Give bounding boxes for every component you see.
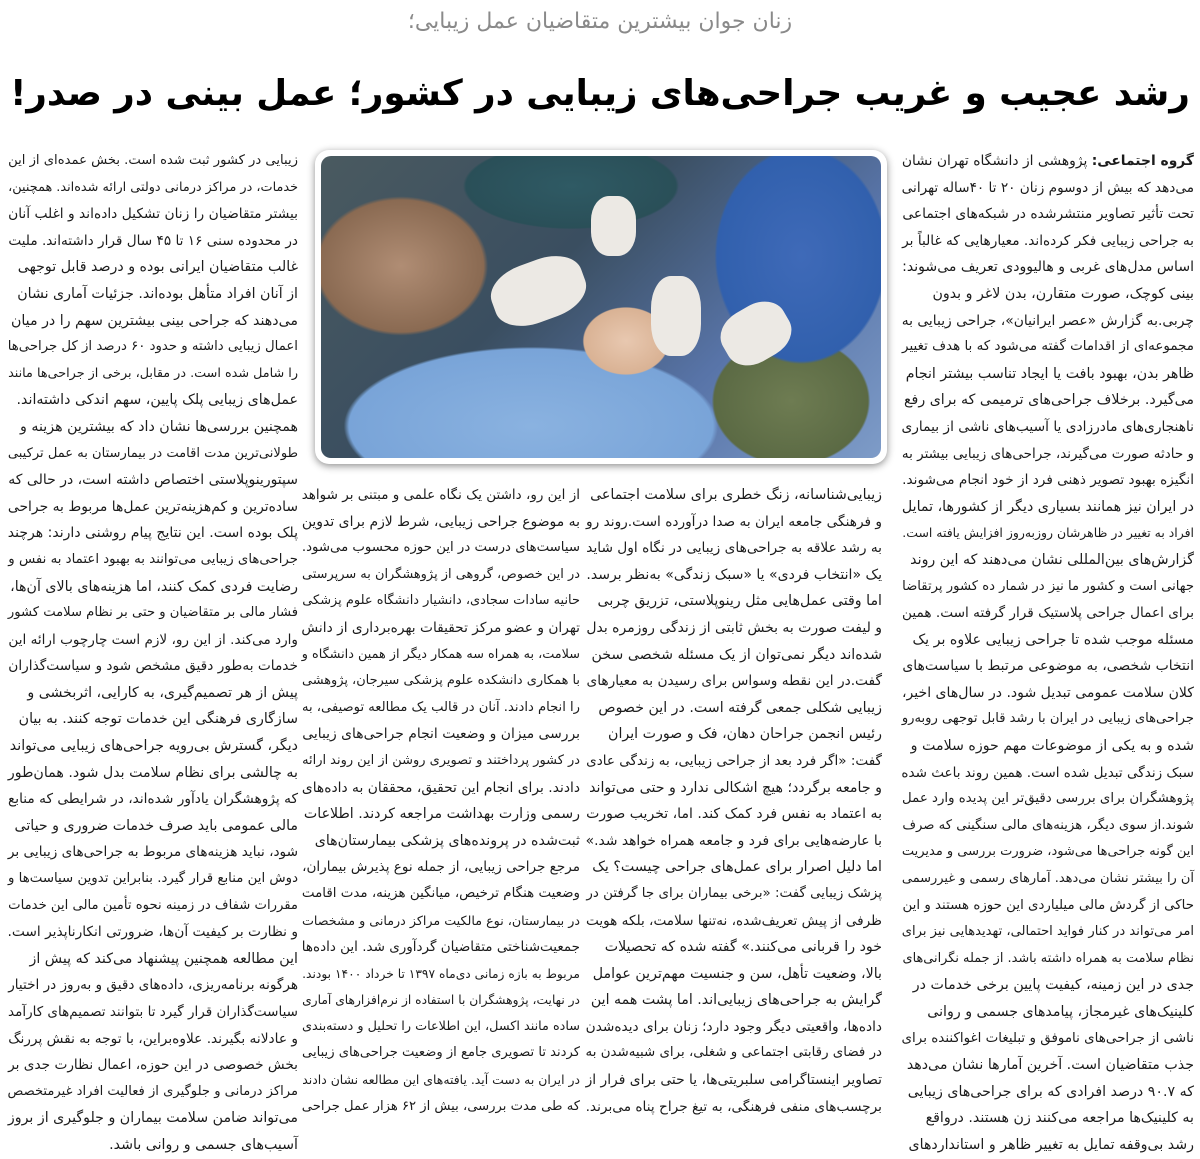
article-text-line: خود را قربانی می‌کنند.» گفته شده که تحصیلات xyxy=(604,939,882,956)
lead-label: گروه اجتماعی: xyxy=(1091,153,1194,169)
article-text-line: گزارش‌های بین‌المللی نشان می‌دهند که این روند xyxy=(910,551,1194,568)
article-text-line: خدمات به‌طور دقیق مشخص شود و سیاست‌گذاران xyxy=(8,658,298,675)
article-text-line: شود، نباید هزینه‌های مربوط به جراحی‌های زیبایی بر xyxy=(7,844,298,861)
article-text-line: جمعیت‌شناختی متقاضیان گردآوری شد. این داده‌ها xyxy=(301,939,580,956)
article-text-line: مالی عمومی باید صرف خدمات ضروری و حیاتی xyxy=(14,817,298,834)
article-text-line: زیبایی در کشور ثبت شده است. بخش عمده‌ای از این xyxy=(8,153,298,168)
article-text-line: بالا، وضعیت تأهل، سن و جنسیت مهم‌ترین عوامل xyxy=(592,965,882,982)
article-text-line: بینی کوچک، صورت متقارن، بدن لاغر و بدون xyxy=(932,285,1194,302)
article-text-line: حاکی از گردش مالی میلیاردی این حوزه هستند و این xyxy=(902,897,1194,913)
article-text-line: پلک بوده است. این نتایج پیام روشنی دارند: هرچند xyxy=(7,525,298,542)
article-column-1 xyxy=(901,148,1194,1153)
article-text-line: و عادلانه بگیرند. علاوه‌براین، با توجه به نقش پررنگ xyxy=(8,1030,298,1047)
article-text-line: مراکز درمانی و جلوگیری از فعالیت افراد غیرمتخصص xyxy=(7,1083,298,1099)
article-text-line: و لیفت صورت به بخش ثابتی از زندگی روزمره بدل xyxy=(586,619,882,636)
article-text-line: نظام سلامت به همراه داشته باشد. از جمله نگرانی‌های xyxy=(902,950,1194,966)
article-text-line: جراحی‌های زیبایی در ایران با رشد قابل توجهی روبه‌رو xyxy=(901,711,1194,727)
article-text-line: که پژوهشگران یادآور شده‌اند، در شرایطی که منابع xyxy=(7,791,298,808)
article-text-line: زیبایی‌شناسانه، زنگ خطری برای سلامت اجتماعی xyxy=(590,487,882,503)
article-text-line: دوش این منابع قرار گیرد. بنابراین تدوین سیاست‌ها و xyxy=(8,871,298,887)
article-text-line: ظرفی از پیش تعریف‌شده، نه‌تنها سلامت، بلکه هویت xyxy=(586,912,882,929)
article-text-line: گفت: «اگر فرد بعد از جراحی زیبایی، به زندگی عادی xyxy=(586,752,882,769)
article-text-line: پیش از هر تصمیم‌گیری، به کارایی، اثربخشی و xyxy=(27,684,298,701)
article-text-line: دادند. برای انجام این تحقیق، محققان به داده‌های xyxy=(301,779,580,796)
article-text-line: مقررات شفاف در زمینه نحوه تأمین مالی این خدمات xyxy=(8,897,298,913)
article-text-line: ناشی از جراحی‌های ناموفق و تبلیغات اغواکننده برای xyxy=(901,1030,1194,1046)
article-text-line: یک «انتخاب فردی» یا «سبک زندگی» به‌نظر برسد. xyxy=(586,566,882,583)
article-text-line: و نظارت بر کیفیت آن‌ها، ضرورتی انکارناپذیر است. xyxy=(7,924,298,941)
article-text-line: به اعتماد به نفس فرد کمک کند. اما، تخریب صورت xyxy=(586,806,882,823)
article-text-line: گرایش به جراحی‌های زیبایی‌اند. اما پشت همه این xyxy=(590,992,882,1009)
article-kicker: زنان جوان بیشترین متقاضیان عمل زیبایی؛ xyxy=(407,9,793,34)
article-text-line: امر می‌تواند در کنار فواید احتمالی، تهدیدهایی نیز برای xyxy=(901,924,1194,940)
article-text-line: اساس مدل‌های غربی و هالیوودی تعریف می‌شوند: xyxy=(902,259,1194,276)
article-text-line: مجموعه‌ای از اقدامات گفته می‌شود که با هدف تغییر xyxy=(902,339,1194,355)
article-text-line: چربی.به گزارش «عصر ایرانیان»، جراحی زیبایی به xyxy=(901,312,1194,329)
article-text-line: افراد به تغییر در ظاهرشان روزبه‌روز افزایش یافته است. xyxy=(902,525,1194,541)
article-text-line: که ۹۰.۷ درصد افرادی که برای جراحی‌های زیبایی xyxy=(907,1083,1194,1100)
article-text-line: کلینیک‌های غیرمجاز، پیامدهای جسمی و روانی xyxy=(927,1004,1194,1020)
article-text-line: ساده مانند اکسل، این اطلاعات را تحلیل و دسته‌بندی xyxy=(302,1018,580,1034)
article-text-line: انگیزه بهبود تصویر ذهنی فرد از خود انجام می‌شوند. xyxy=(902,472,1194,489)
article-text-line: مرجع جراحی زیبایی، از جمله نوع پذیرش بیماران، xyxy=(302,859,580,876)
article-text-line: در ایران به دست آید. یافته‌های این مطالعه نشان دادند xyxy=(302,1072,580,1088)
article-column-2 xyxy=(585,482,882,1115)
glove-assistant2-shape xyxy=(712,292,800,375)
article-column-4 xyxy=(7,148,298,1153)
article-text-line: می‌گیرد. برخلاف جراحی‌های ترمیمی که برای رفع xyxy=(904,392,1194,409)
article-text-line: و حادثه صورت می‌گیرند، جراحی‌های زیبایی بیشتر به xyxy=(901,445,1194,462)
article-text-line: رسمی وزارت بهداشت مراجعه کردند. اطلاعات xyxy=(303,806,580,823)
article-text-line: فشار مالی بر متقاضیان و حتی بر نظام سلامت کشور xyxy=(7,605,298,621)
article-text-line: تصاویر اینستاگرامی سلبریتی‌ها، یا حتی برای فرار از xyxy=(585,1072,882,1089)
article-text-line: ناهنجاری‌های مادرزادی یا آسیب‌های ناشی از بیماری xyxy=(901,418,1194,435)
article-text-line: وارد می‌کند. از این رو، لازم است چارچوب ارائه این xyxy=(8,631,298,648)
article-text-line: از این رو، داشتن یک نگاه علمی و مبتنی بر شواهد xyxy=(301,487,580,503)
article-text-line: در ایران نیز همانند بسیاری دیگر از کشورها، تمایل xyxy=(901,498,1194,515)
article-text-line: طولانی‌ترین مدت اقامت در بیمارستان به عمل ترکیبی xyxy=(7,445,298,461)
article-text-line: اعمال زیبایی داشته و حدود ۶۰ درصد از کل جراحی‌ها xyxy=(7,339,298,355)
article-text-line: هرگونه برنامه‌ریزی، داده‌های دقیق و به‌روز در اختیار xyxy=(8,977,298,994)
article-text-line: بیشتر متقاضیان را زنان تشکیل داده‌اند و اغلب آنان xyxy=(8,206,298,223)
article-text-line: غالب متقاضیان ایرانی بوده و درصد قابل توجهی xyxy=(17,259,298,276)
article-photo-frame xyxy=(315,150,887,464)
article-text-line: مربوط به بازه زمانی دی‌ماه ۱۳۹۷ تا خرداد ۱۴۰۰ بودند. xyxy=(302,966,580,981)
article-text-line: بررسی میزان و وضعیت انجام جراحی‌های زیبایی xyxy=(302,726,580,743)
article-headline: رشد عجیب و غریب جراحی‌های زیبایی در کشور؛ عمل بینی در صدر! xyxy=(10,73,1190,114)
article-text-line: به رشد علاقه به جراحی‌های زیبایی در نگاه اول شاید xyxy=(586,540,882,557)
article-text-line: دیگر، گسترش بی‌رویه جراحی‌های زیبایی می‌تواند xyxy=(9,738,298,755)
article-text-line: به کلینیک‌ها مراجعه می‌کنند زن هستند. درواقع xyxy=(925,1110,1194,1127)
article-text-line: با همکاری دانشکده علوم پزشکی سیرجان، پژوهشی xyxy=(301,673,580,689)
article-text-line: شوند.از سوی دیگر، هزینه‌های مالی سنگینی که صرف xyxy=(902,817,1194,833)
article-text-line: جذب متقاضیان است. آخرین آمارها نشان می‌دهد xyxy=(906,1057,1194,1074)
article-text-line: را انجام دادند. آنان در قالب یک مطالعه توصیفی، به xyxy=(301,699,580,715)
article-text-line: برای اعمال جراحی پلاستیک قرار گرفته است. همین xyxy=(902,605,1194,622)
article-column-3 xyxy=(301,482,580,1114)
article-text-fragment: پژوهشی از دانشگاه تهران نشان xyxy=(901,153,1092,169)
article-text-line: ظاهر بدن، بهبود بافت یا ایجاد تناسب بیشتر انجام xyxy=(905,365,1194,382)
article-text-line: عمل‌های زیبایی پلک پایین، سهم اندکی داشته‌اند. xyxy=(16,392,298,409)
glove-assistant-shape xyxy=(591,196,636,256)
article-text-line: ساده‌ترین و کم‌هزینه‌ترین عمل‌ها مربوط به جراحی xyxy=(7,498,298,515)
article-text-line: به موضوع جراحی زیبایی، شرط لازم برای تدوین xyxy=(301,513,580,530)
article-text-line: پژوهشگران برای بررسی دقیق‌تر این پدیده وارد عمل xyxy=(902,791,1194,807)
article-text-line: و فرهنگی جامعه ایران به صدا درآورده است.روند رو xyxy=(586,513,882,530)
article-text-line: این مطالعه همچنین پیشنهاد می‌کند که پیش از xyxy=(29,950,298,967)
article-text-line: می‌دهند که جراحی بینی بیشترین سهم را در میان xyxy=(10,312,298,329)
surgery-photo xyxy=(321,156,881,458)
article-text-line: جراحی‌های زیبایی می‌توانند به بهبود اعتماد به نفس و xyxy=(8,551,298,567)
article-text-line: زیبایی شکلی جمعی گرفته است. در این خصوص xyxy=(598,699,882,716)
article-text-line: رئیس انجمن جراحان دهان، فک و صورت ایران xyxy=(608,726,882,743)
article-text-line: خدمات، در مراکز درمانی دولتی ارائه شده‌اند. همچنین، xyxy=(8,179,298,195)
article-text-line: از آنان افراد متأهل بوده‌اند. جزئیات آماری نشان xyxy=(17,285,298,302)
article-text-line: برچسب‌های منفی فرهنگی، به تیغ جراح پناه می‌برند. xyxy=(585,1098,882,1115)
article-text-line: را شامل شده است. در مقابل، برخی از جراحی‌ها مانند xyxy=(8,365,298,381)
article-text-line: در کشور پرداختند و تصویری روشن از این روند ارائه xyxy=(302,752,580,768)
article-text-line: سپتورینوپلاستی اختصاص داشته است، در حالی که xyxy=(8,472,298,489)
article-text-line: پزشک زیبایی گفت: «برخی بیماران برای جا گرفتن در xyxy=(586,885,882,901)
article-text-line: همچنین بررسی‌ها نشان داد که بیشترین هزینه و xyxy=(20,418,298,435)
article-text-line: با عارضه‌هایی برای فرد و جامعه همراه خواهد شد.» xyxy=(585,832,882,849)
article-text-line: وضعیت هنگام ترخیص، میانگین هزینه، مدت اقامت xyxy=(301,885,580,901)
article-text-line: این گونه جراحی‌ها می‌شود، ضرورت بررسی و مدیریت xyxy=(901,844,1194,860)
article-text-line: سلامت، به همراه سه همکار دیگر از همین دانشگاه و xyxy=(301,646,580,662)
article-text-line: که طی مدت بررسی، بیش از ۶۲ هزار عمل جراحی xyxy=(301,1098,580,1114)
article-text-line: سیاست‌های درست در این حوزه محسوب می‌شود. xyxy=(301,540,580,556)
article-text-line: اما وقتی عمل‌هایی مثل رینوپلاستی، تزریق چربی xyxy=(597,593,882,610)
article-text-line: آن را بیشتر نشان می‌دهد. آمارهای رسمی و غیررسمی xyxy=(901,871,1194,887)
article-text-line: و جامعه برگردد؛ هیچ اشکالی ندارد و حتی می‌تواند xyxy=(589,779,882,796)
article-text-line: سازگاری فرهنگی این خدمات توجه کنند. به بیان xyxy=(18,711,298,728)
article-text-line: در این خصوص، گروهی از پژوهشگران به سرپرستی xyxy=(301,566,580,582)
article-text-line: بخش خصوصی در این حوزه، اعمال نظارت جدی بر xyxy=(8,1057,298,1074)
article-text-line: ثبت‌شده در پرونده‌های پزشکی بیمارستان‌های xyxy=(314,832,580,849)
article-text-line: تحت تأثیر تصاویر منتشرشده در شبکه‌های اجتماعی xyxy=(902,206,1194,223)
article-text-line: شده و به یکی از موضوعات مهم حوزه سلامت و xyxy=(910,738,1194,755)
glove-left-shape xyxy=(484,247,594,336)
article-text-line: مسئله موجب شده تا جراحی زیبایی علاوه بر یک xyxy=(912,631,1194,648)
article-text-line: رضایت فردی کمک کنند، اما هزینه‌های بالای آن‌ها، xyxy=(10,578,298,595)
article-text-line: می‌تواند ضامن سلامت بیماران و جلوگیری از بروز xyxy=(7,1110,298,1127)
article-text-line: اما دلیل اصرار برای عمل‌های جراحی چیست؟ یک xyxy=(592,859,882,876)
article-text-line: در بیمارستان، نوع مالکیت مراکز درمانی و مشخصات xyxy=(301,912,580,928)
article-text-line: کردند تا تصویری جامع از وضعیت جراحی‌های زیبایی xyxy=(302,1045,580,1061)
article-text-line xyxy=(902,148,1194,175)
article-text-line: کلان سلامت عمومی تبدیل شود. در سال‌های اخیر، xyxy=(901,684,1194,701)
glove-right-shape xyxy=(651,276,701,356)
article-text-line: داده‌ها، واقعیتی دیگر وجود دارد؛ زنان برای دیده‌شدن xyxy=(585,1018,882,1035)
article-text-line: به چالشی برای نظام سلامت بدل شود. همان‌طور xyxy=(7,764,298,781)
article-text-line: سیاست‌گذاران قرار گیرد تا بتوانند تصمیم‌های کارآمد xyxy=(8,1004,298,1020)
article-text-line: تهران و عضو مرکز تحقیقات بهره‌برداری از دانش xyxy=(301,619,580,636)
article-text-line: سبک زندگی تبدیل شده است. همین روند باعث شده xyxy=(901,764,1194,781)
article-text-line: می‌دهد که بیش از دوسوم زنان ۲۰ تا ۴۰ساله تهرانی xyxy=(901,179,1194,196)
article-text-line: رشد بی‌وقفه تمایل به تغییر ظاهر و استانداردهای xyxy=(908,1136,1194,1153)
article-text-line: به جراحی زیبایی فکر کرده‌اند. معیارهایی که غالباً بر xyxy=(902,232,1194,249)
article-text-line: حانیه سادات سجادی، دانشیار دانشگاه علوم پزشکی xyxy=(302,593,580,609)
article-text-line: جهانی است و کشور ما نیز در شمار ده کشور پرتقاضا xyxy=(902,578,1194,594)
article-text-line: در نهایت، پژوهشگران با استفاده از نرم‌افزارهای آماری xyxy=(302,993,580,1008)
article-text-line: گفت.در این نقطه وسواس برای رسیدن به معیارهای xyxy=(586,673,882,690)
article-text-line: شده‌اند دیگر نمی‌توان از یک مسئله شخصی سخن xyxy=(591,646,882,663)
article-text-line: در محدوده سنی ۱۶ تا ۴۵ سال قرار داشته‌اند. ملیت xyxy=(8,232,298,249)
article-text-line: در فضای رقابتی اجتماعی و شغلی، برای شبیه‌شدن به xyxy=(585,1045,882,1061)
article-text-line: جدی در این زمینه، کیفیت پایین برخی خدمات در xyxy=(912,977,1194,994)
article-text-line: آسیب‌های جسمی و روانی باشد. xyxy=(109,1136,298,1153)
article-text-line: انتخاب شخصی، به موضوعی مرتبط با سیاست‌های xyxy=(902,658,1194,675)
